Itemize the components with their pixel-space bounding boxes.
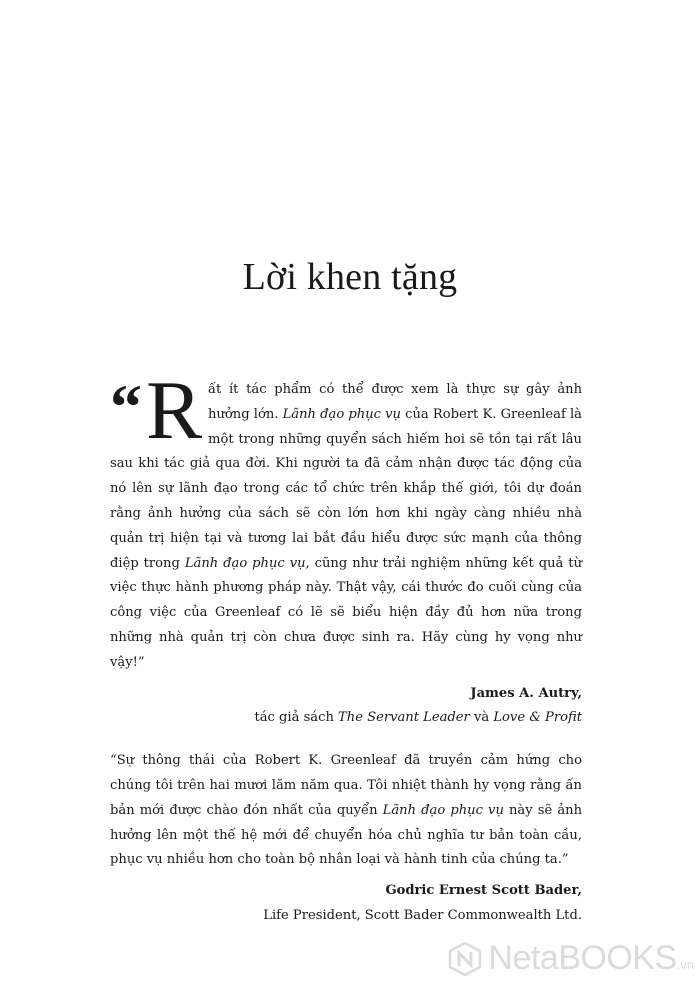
role-prefix: tác giả sách: [254, 710, 339, 726]
quote-segment: của Robert K. Greenleaf là một trong những quyển sách hiếm hoi sẽ tồn tại rất lâu sau khi tác giả qua đời. Khi người ta đã cảm nhận được tác động của nó lên sự lãnh đạo trong các tổ chức trên khắp thế giới, tôi dự đoán rằng ảnh hưởng của sách sẽ còn lớn hơn khi ngày càng nhiều nhà quản trị hiện tại và tương lai bắt đầu hiểu được sức mạnh của thông điệp trong: [110, 406, 582, 571]
netabooks-logo-icon: [448, 942, 482, 976]
role-conjunction: và: [469, 710, 494, 726]
quote-segment: , cũng như trải nghiệm những kết quả từ việc thực hành phương pháp này. Thật vậy, cái thước đo cuối cùng của công việc của Greenleaf có lẽ sẽ biểu hiện đầy đủ hơn nữa trong những nhà quản trị còn chưa được sinh ra. Hãy cùng hy vọng như vậy!”: [110, 555, 582, 670]
testimonial-1-text: [110, 364, 582, 676]
book-title: Lãnh đạo phục vụ: [282, 406, 401, 422]
testimonial-1: [110, 364, 582, 731]
quote-segment: ất ít tác phẩm có thể được xem là thực sự gây ảnh hưởng lớn.: [208, 382, 582, 422]
book-title: The Servant Leader: [338, 710, 470, 726]
quote-segment: này sẽ ảnh hưởng lên một thế hệ mới để chuyển hóa chủ nghĩa tư bản toàn cầu, phục vụ nhiều hơn cho toàn bộ nhân loại và hành tinh của chúng ta.”: [110, 802, 583, 868]
author-role: [110, 706, 582, 731]
attribution-1: [110, 682, 582, 732]
author-name: James A. Autry,: [470, 685, 582, 701]
book-title: Love & Profit: [493, 710, 582, 726]
author-name: Godric Ernest Scott Bader,: [385, 883, 582, 899]
quote-segment: “Sự thông thái của Robert K. Greenleaf đã truyền cảm hứng cho chúng tôi trên hai mươi lăm năm qua. Tôi nhiệt thành hy vọng rằng ấn bản mới được chào đón nhất của quyển: [110, 753, 582, 818]
attribution-2: [110, 879, 582, 929]
testimonial-2: [110, 749, 582, 929]
testimonial-2-text: [110, 749, 582, 873]
page-title: Lời khen tặng: [242, 256, 458, 298]
author-role: Life President, Scott Bader Commonwealth Ltd.: [263, 907, 582, 923]
testimonials: [110, 364, 583, 929]
watermark: [448, 939, 694, 978]
book-title: Lãnh đạo phục vụ: [382, 802, 504, 818]
open-quote-mark: “: [110, 371, 142, 442]
drop-cap: R: [146, 364, 203, 457]
watermark-text: NetaBOOKS: [488, 939, 677, 977]
watermark-suffix: .vn: [676, 957, 694, 972]
book-title: Lãnh đạo phục vụ: [184, 555, 306, 571]
